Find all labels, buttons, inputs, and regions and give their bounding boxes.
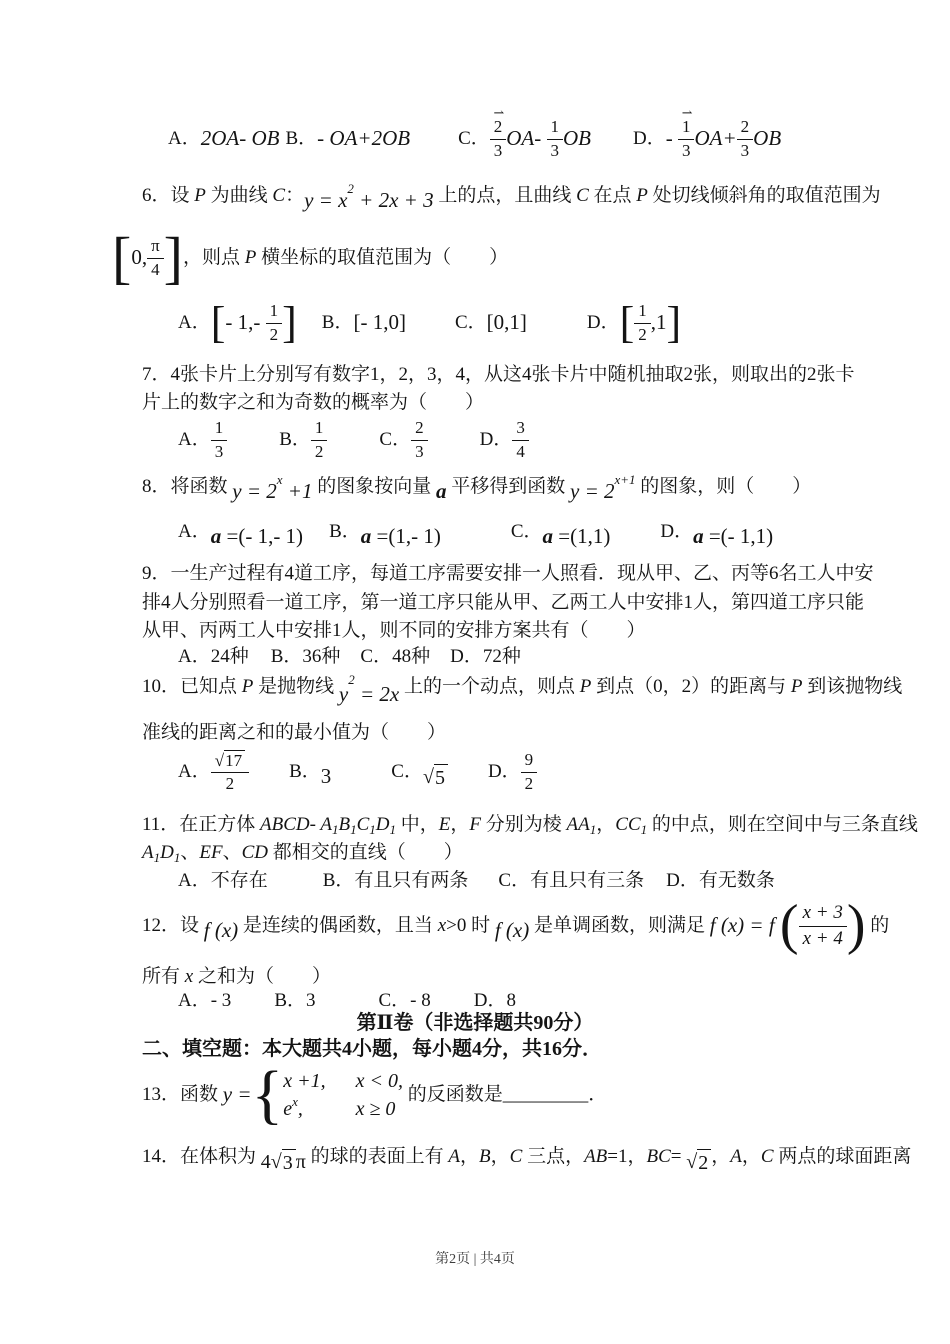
question-10-text: 准线的距离之和的最小值为（ ） [142, 721, 447, 743]
var-p: P [194, 184, 206, 206]
fraction-denominator: 3 [740, 140, 750, 160]
fraction-denominator: 4 [151, 259, 160, 279]
option-b [289, 758, 332, 789]
question-8-options-row [142, 512, 773, 552]
question-9-line-3 [142, 618, 646, 644]
option-b: B．有且只有两条 [322, 869, 469, 891]
cube-label: D [375, 813, 390, 835]
sqrt-sign: √ [214, 750, 225, 770]
sqrt-sign: √ [686, 1151, 698, 1173]
vector-a: a [693, 524, 704, 549]
option-b-label: B． [279, 428, 311, 450]
option-c-label: C． [454, 311, 487, 333]
option-a [178, 298, 297, 348]
option-c: C．48种 [360, 645, 431, 667]
option-b [279, 418, 327, 462]
point-a: A [448, 1145, 460, 1167]
option-d-label: D． [586, 311, 620, 333]
option-b [322, 309, 406, 336]
question-13-text: 13．函数 [142, 1083, 223, 1105]
option-d [633, 105, 782, 161]
question-6-text: 在点 [588, 184, 637, 206]
segment-ab: AB [584, 1145, 608, 1167]
fraction [521, 750, 538, 794]
option-c-math: [0,1] [486, 310, 527, 335]
question-9-line-2 [142, 590, 864, 616]
fraction-denominator: 3 [681, 140, 691, 160]
function-fx: f (x) [203, 918, 239, 943]
option-d: D．8 [473, 989, 516, 1011]
question-6-line-1 [142, 176, 881, 216]
equation: +1 [282, 479, 313, 504]
equation: + 2x + 3 [353, 188, 434, 213]
option-b-math: [- 1,0] [353, 310, 406, 335]
question-12-text: 是连续的偶函数，且当 [238, 914, 438, 936]
var-f: F [469, 813, 482, 835]
colon: ： [285, 184, 305, 206]
question-6-text: 为曲线 [205, 184, 273, 206]
right-bracket: ] [666, 298, 682, 348]
option-d [488, 750, 537, 794]
question-5-options-row [142, 105, 782, 170]
fraction-denominator: 2 [225, 774, 235, 793]
page-footer [0, 1248, 950, 1268]
edge-cc1: CC [615, 813, 641, 835]
fraction [211, 750, 249, 795]
question-12-text: 之和为（ ） [193, 965, 331, 987]
question-13-text: ． [588, 1083, 608, 1105]
question-6-text: 处切线倾斜角的取值范围为 [647, 184, 881, 206]
option-a-label: A． [168, 127, 201, 149]
option-a [178, 750, 249, 795]
question-11-text: 的中点，则在空间中与三条直线 [647, 813, 918, 835]
option-d-label: D． [487, 760, 521, 782]
superscript: 2 [348, 671, 355, 687]
option-c [455, 309, 527, 336]
option-a [178, 518, 304, 549]
radicand: 2 [697, 1149, 711, 1176]
option-c-math: =(1,1) [553, 524, 611, 549]
question-10-text: 10．已知点 [142, 675, 242, 697]
option-b-label: B． [285, 127, 318, 149]
question-13-text: 的反函数是 [402, 1083, 503, 1105]
option-c-label: C． [391, 760, 423, 782]
equation: f (x) = f [709, 913, 780, 938]
piecewise-case-1-condition: x < 0, [355, 1070, 403, 1092]
superscript: x [276, 471, 283, 487]
left-bracket: [ [112, 225, 132, 291]
question-14-text: ， [711, 1145, 731, 1167]
question-12-line-2 [142, 964, 331, 990]
right-paren: ) [846, 894, 866, 957]
line-a1d1: D [160, 841, 174, 863]
left-paren: ( [779, 894, 799, 957]
option-d [480, 418, 529, 462]
option-c: C．有且只有三条 [498, 869, 645, 891]
superscript: x [292, 1093, 298, 1109]
fraction [634, 301, 651, 345]
question-12-text: 的 [865, 914, 890, 936]
option-c-label: C． [379, 428, 412, 450]
option-c [510, 518, 611, 549]
equation: y [338, 682, 349, 707]
comma: ， [459, 1145, 479, 1167]
fraction [512, 418, 529, 462]
section-2-title [0, 1010, 950, 1036]
option-d-math-end: OB [753, 126, 782, 151]
option-c-label: C． [458, 127, 490, 149]
cube-label: B [338, 813, 351, 835]
question-6-options-row [142, 294, 681, 352]
equation: = 2x [354, 682, 400, 707]
question-11-text: 分别为棱 [481, 813, 567, 835]
question-10-text: 到点（0，2）的距离与 [591, 675, 791, 697]
volume-value [261, 1149, 306, 1176]
fraction-numerator: 1 [211, 418, 228, 440]
question-12-text: >0 时 [446, 914, 495, 936]
var-e: E [438, 813, 451, 835]
fraction-numerator: 2 [411, 418, 428, 440]
piecewise-case-1-value: x +1, [283, 1070, 326, 1092]
option-c [391, 759, 448, 789]
question-12-line-1 [142, 893, 889, 959]
fraction [266, 301, 283, 345]
fraction [147, 236, 164, 280]
option-a-label: A． [178, 760, 211, 782]
pi-symbol: π [295, 1151, 306, 1173]
fraction-numerator: 2 [737, 117, 754, 139]
question-10-line-2 [142, 720, 446, 746]
option-b: B．36种 [270, 645, 341, 667]
fraction-denominator: 3 [214, 441, 224, 461]
option-d-label: D． [660, 520, 694, 542]
fraction-numerator: x + 3 [799, 902, 847, 927]
question-7-text: 7．4张卡片上分别写有数字1，2，3，4，从这4张卡片中随机抽取2张，则取出的2张卡 [142, 363, 855, 385]
fraction-numerator: 3 [512, 418, 529, 440]
page-number-text: 第2页 | 共4页 [435, 1252, 515, 1267]
subscript: 1 [389, 821, 397, 837]
fraction-denominator: 3 [493, 140, 503, 160]
right-bracket: ] [163, 225, 183, 291]
option-b: B．3 [274, 989, 316, 1011]
option-d [660, 518, 774, 549]
question-9-line-1 [142, 561, 874, 587]
question-14-text: 两点的球面距离 [773, 1145, 912, 1167]
var-c: C [576, 184, 589, 206]
option-d-math: =(- 1,1) [703, 524, 774, 549]
interval-zero: 0, [131, 245, 148, 270]
var-p: P [636, 184, 648, 206]
function-fx: f (x) [494, 918, 530, 943]
var-p: P [241, 675, 254, 697]
point-a: A [730, 1145, 742, 1167]
line-ef: EF [199, 841, 223, 863]
option-a: A．不存在 [178, 869, 268, 891]
question-7-line-2 [142, 390, 484, 416]
question-11-line-1 [142, 812, 918, 838]
option-d-math: ,1 [650, 310, 667, 335]
fraction-numerator: 1 [678, 117, 695, 139]
fraction-numerator: 1 [634, 301, 651, 323]
question-11-text: 中， [396, 813, 439, 835]
fraction [737, 117, 754, 161]
fraction-numerator: 1 [266, 301, 283, 323]
option-a-math: 2OA- OB [200, 126, 280, 151]
fraction-numerator: 9 [521, 750, 538, 772]
option-a-math: - 1,- [225, 310, 266, 335]
question-10-line-1 [142, 666, 902, 708]
left-bracket: [ [619, 298, 635, 348]
radicand: 17 [224, 750, 245, 771]
var-x: x [437, 914, 447, 936]
option-a [168, 125, 279, 152]
subscript: 1 [153, 849, 161, 865]
question-7-line-1 [142, 362, 855, 388]
question-9-text: 排4人分别照看一道工序，第一道工序只能从甲、乙两工人中安排1人，第四道工序只能 [142, 591, 865, 613]
vector-a: a [435, 479, 447, 504]
question-7-options-row [142, 415, 529, 465]
option-c-label: C． [510, 520, 543, 542]
question-10-text: 是抛物线 [253, 675, 339, 697]
option-b-math: - OA+2OB [317, 126, 411, 151]
cube-label: ABCD- A [260, 813, 332, 835]
subscript: 1 [640, 821, 648, 837]
edge-aa1: AA [566, 813, 590, 835]
option-b-label: B． [321, 311, 354, 333]
subscript: 1 [173, 849, 181, 865]
enum-comma: 、 [222, 841, 242, 863]
left-bracket: [ [210, 298, 226, 348]
question-11-line-2 [142, 840, 463, 866]
fraction [490, 105, 507, 161]
question-12-text: 是单调函数，则满足 [529, 914, 710, 936]
question-11-text: 都相交的直线（ ） [268, 841, 463, 863]
question-6-text: 上的点，且曲线 [433, 184, 577, 206]
section-2-title-text: 第Ⅱ卷（非选择题共90分） [356, 1012, 594, 1034]
fraction-denominator: 2 [314, 441, 324, 461]
equation: y = 2 [232, 479, 277, 504]
fraction [411, 418, 428, 462]
piecewise-grid [283, 1070, 403, 1120]
var-p: P [790, 675, 803, 697]
fraction-numerator: π [147, 236, 164, 258]
fraction-denominator: 2 [524, 773, 534, 793]
radicand: 3 [282, 1149, 296, 1176]
option-a-label: A． [178, 428, 211, 450]
question-11-options-row [142, 868, 775, 894]
option-c-math: OA- [506, 126, 547, 151]
vector-arrow-icon: ⇀ [681, 105, 693, 121]
comma: ， [450, 813, 470, 835]
fraction [547, 117, 564, 161]
point-b: B [479, 1145, 491, 1167]
option-c-math-end: OB [563, 126, 591, 151]
var-c: C [272, 184, 286, 206]
question-8-text: 的图象按向量 [312, 475, 436, 497]
option-a [178, 418, 227, 462]
vector-a: a [210, 524, 222, 549]
option-d [586, 298, 682, 348]
question-14-line [142, 1136, 911, 1178]
option-d-math: OA+ [694, 126, 737, 151]
option-d-label: D． [479, 428, 513, 450]
equation: y = x [304, 188, 348, 213]
superscript: x+1 [614, 471, 636, 487]
question-6-text: ，则点 [183, 246, 245, 268]
option-a-label: A． [178, 520, 211, 542]
subscript: 1 [369, 821, 376, 837]
option-d: D．72种 [450, 645, 521, 667]
right-bracket: ] [282, 298, 297, 348]
fraction-denominator: 3 [550, 140, 559, 160]
subscript: 1 [332, 821, 339, 837]
fraction-denominator: 4 [516, 441, 525, 461]
question-12-text: 12．设 [142, 914, 204, 936]
sqrt-2-value [686, 1149, 711, 1176]
question-9-text: 9．一生产过程有4道工序，每道工序需要安排一人照看．现从甲、乙、丙等6名工人中安 [142, 562, 874, 584]
question-14-text: 的球的表面上有 [305, 1145, 449, 1167]
question-10-text: 上的一个动点，则点 [399, 675, 580, 697]
question-7-text: 片上的数字之和为奇数的概率为（ ） [142, 391, 485, 413]
fraction [311, 418, 328, 462]
piecewise-case-2-value [283, 1093, 325, 1120]
point-c: C [509, 1145, 523, 1167]
answer-blank: _________ [502, 1083, 589, 1105]
line-a1d1: A [142, 841, 154, 863]
cube-label: C [356, 813, 370, 835]
var-p: P [579, 675, 592, 697]
option-a-label: A． [178, 311, 211, 333]
option-c-math [423, 764, 448, 791]
var-p: P [244, 246, 257, 268]
segment-bc: BC [646, 1145, 671, 1167]
question-13-line [142, 1057, 608, 1131]
option-b-math: =(1,- 1) [371, 524, 441, 549]
question-14-text: = [670, 1145, 687, 1167]
fraction-numerator: 1 [311, 418, 328, 440]
question-6-line-2 [112, 222, 508, 294]
option-a: A．- 3 [178, 989, 232, 1011]
coefficient: 4 [260, 1151, 271, 1173]
fraction-numerator: 1 [547, 117, 564, 139]
question-10-options-row [142, 746, 537, 798]
fill-in-header-text: 二、填空题：本大题共4小题，每小题4分，共16分． [142, 1038, 602, 1060]
option-a-math: =(- 1,- 1) [221, 524, 304, 549]
question-8-line-1 [142, 466, 811, 508]
fill-in-header [142, 1036, 602, 1062]
equation: y = [222, 1082, 252, 1107]
option-d: D．有无数条 [666, 869, 775, 891]
vector-arrow-icon: ⇀ [493, 105, 505, 121]
subscript: 1 [589, 821, 597, 837]
var-x: x [184, 965, 194, 987]
option-b [329, 518, 441, 549]
vector-a: a [542, 524, 554, 549]
left-brace: { [251, 1057, 284, 1131]
option-d-math-pre: - [665, 126, 678, 151]
vector-a: a [360, 524, 372, 549]
question-10-text: 到该抛物线 [802, 675, 903, 697]
option-c [379, 418, 427, 462]
var-e: e [283, 1098, 293, 1120]
piecewise-case-2-condition: x ≥ 0 [355, 1098, 396, 1120]
fraction [211, 418, 228, 462]
option-d-label: D． [633, 127, 666, 149]
option-b-label: B． [289, 760, 321, 782]
fraction [678, 105, 695, 161]
fraction [799, 902, 847, 951]
question-9-text: 从甲、丙两工人中安排1人，则不同的安排方案共有（ ） [142, 619, 646, 641]
question-8-text: 的图象，则（ ） [635, 475, 812, 497]
fraction-denominator: 2 [638, 324, 647, 344]
question-8-text: 8．将函数 [142, 475, 233, 497]
question-14-text: =1， [607, 1145, 647, 1167]
sqrt-sign: √ [422, 766, 434, 788]
line-cd: CD [241, 841, 268, 863]
option-b [285, 125, 410, 152]
fraction-numerator [211, 750, 249, 773]
question-6-text: 6．设 [142, 184, 195, 206]
point-c: C [760, 1145, 774, 1167]
question-8-text: 平移得到函数 [446, 475, 570, 497]
question-11-text: 11．在正方体 [142, 813, 261, 835]
question-14-text: 三点， [522, 1145, 585, 1167]
question-14-text: 14．在体积为 [142, 1145, 261, 1167]
equation: y = 2 [570, 479, 615, 504]
option-b-label: B． [329, 520, 361, 542]
fraction-denominator: 2 [269, 324, 279, 344]
comma: , [297, 1098, 303, 1120]
question-12-text: 所有 [142, 965, 185, 987]
comma: ， [490, 1145, 510, 1167]
fraction-denominator: 3 [415, 441, 424, 461]
question-6-text: 横坐标的取值范围为（ ） [256, 246, 509, 268]
option-b-math: 3 [320, 764, 332, 789]
subscript: 1 [350, 821, 357, 837]
comma: ， [741, 1145, 761, 1167]
option-a: A．24种 [178, 645, 249, 667]
superscript: 2 [347, 180, 354, 196]
option-c: C．- 8 [378, 989, 431, 1011]
option-c [458, 105, 591, 161]
sqrt-sign: √ [270, 1151, 282, 1173]
enum-comma: 、 [180, 841, 200, 863]
comma: ， [596, 813, 616, 835]
radicand: 5 [434, 764, 448, 791]
fraction-numerator: 2 [490, 117, 507, 139]
fraction-denominator: x + 4 [802, 927, 843, 949]
